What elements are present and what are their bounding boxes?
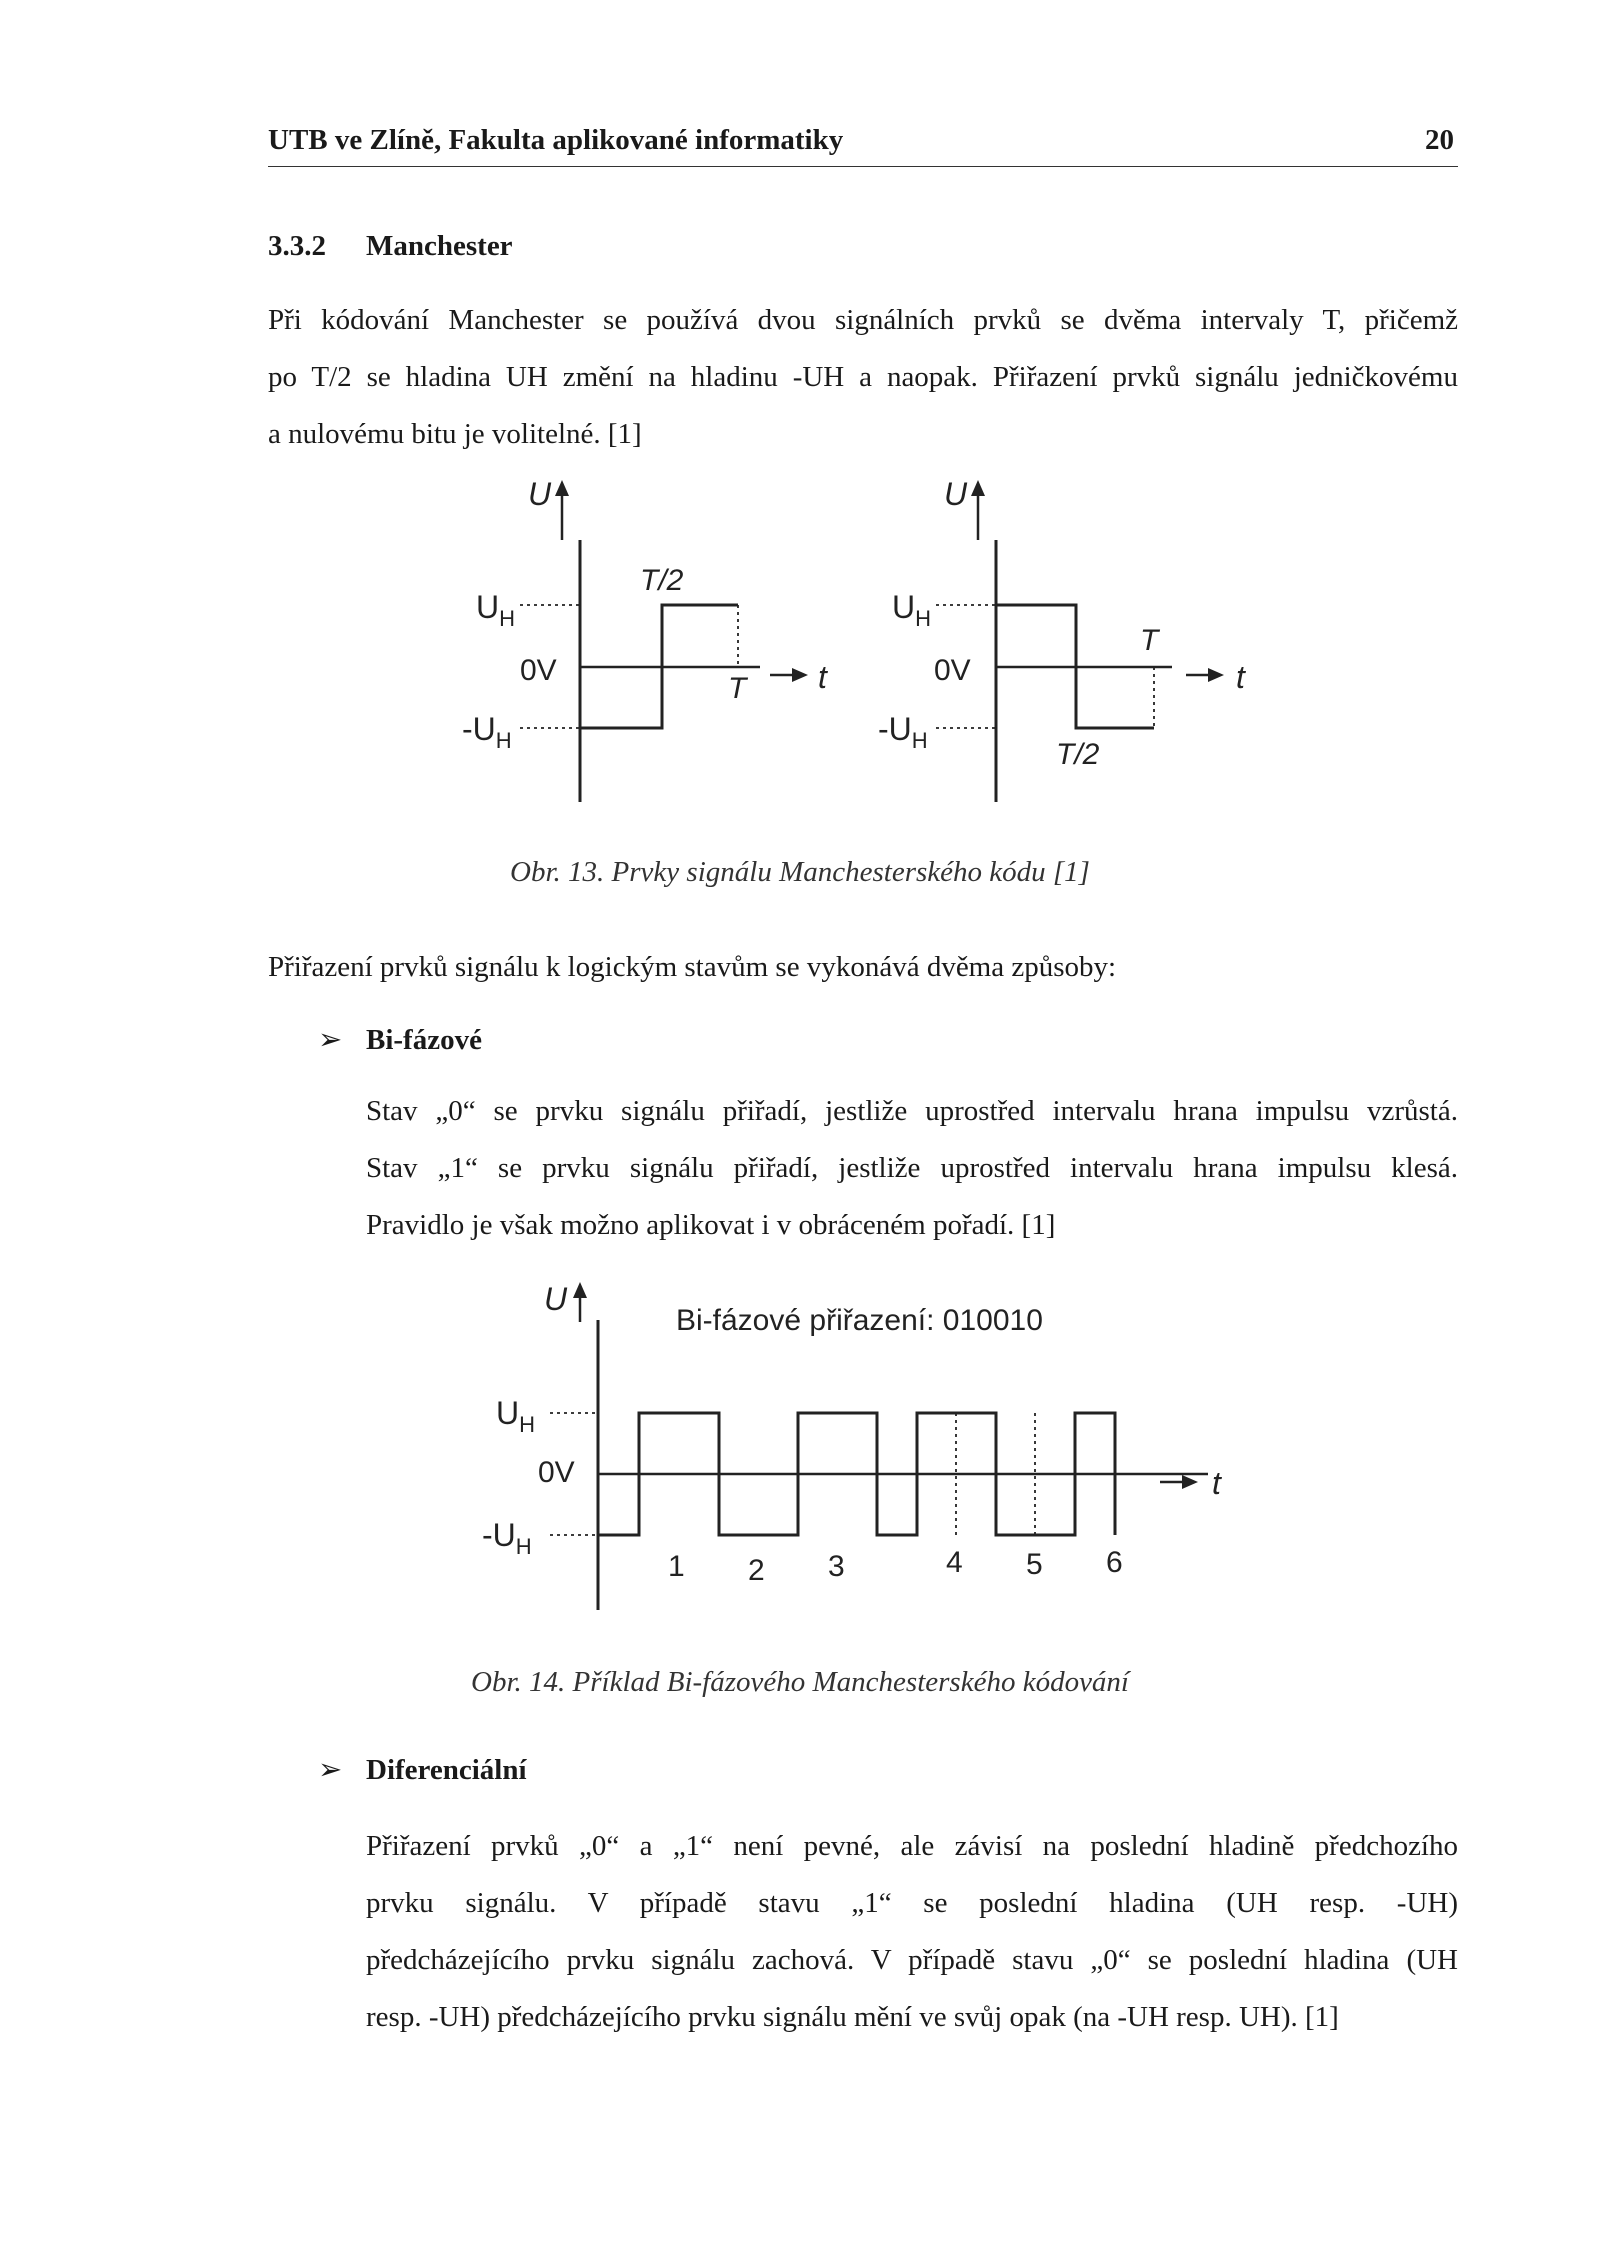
differential-line: Přiřazení prvků „0“ a „1“ není pevné, ale závisí na poslední hladině předchozího (366, 1830, 1458, 1862)
page-header (268, 122, 1458, 167)
bullet-title: Diferenciální (366, 1754, 527, 1786)
bi-phase-line: Stav „1“ se prvku signálu přiřadí, jestliže uprostřed intervalu hrana impulsu klesá. (366, 1152, 1458, 1184)
u-axis-label: U (544, 1281, 568, 1317)
differential-line: prvku signálu. V případě stavu „1“ se poslední hladina (UH resp. -UH) (366, 1887, 1458, 1919)
t-period-label: T (728, 672, 747, 705)
t-arrow-head (1208, 668, 1224, 682)
neg-uh-label: $-U_H$ (878, 711, 928, 753)
neg-uh-label: $-U_H$ (482, 1517, 532, 1559)
t-axis-label: t (818, 659, 827, 695)
bit-number-label: 2 (748, 1554, 765, 1587)
t-axis-label: t (1236, 659, 1245, 695)
bi-phase-paragraph (366, 1083, 1458, 1254)
t-half-label: T/2 (640, 564, 684, 597)
bi-phase-line: Stav „0“ se prvku signálu přiřadí, jestliže uprostřed intervalu hrana impulsu vzrůstá. (366, 1095, 1458, 1127)
u-arrow-head (573, 1282, 587, 1298)
bullet-differential (318, 1752, 527, 1787)
bit-number-label: 3 (828, 1550, 845, 1583)
assignment-intro-text: Přiřazení prvků signálu k logickým stavům se vykonává dvěma způsoby: (268, 951, 1117, 983)
manchester-element-rising (520, 490, 798, 802)
figure-14-caption: Obr. 14. Příklad Bi-fázového Manchesterského kódování (471, 1666, 1129, 1698)
uh-label: $U_H$ (476, 589, 515, 631)
bullet-arrow-icon: ➢ (318, 1024, 343, 1056)
differential-paragraph (366, 1818, 1458, 2046)
u-arrow-head (971, 480, 985, 496)
differential-line: resp. -UH) předcházejícího prvku signálu mění ve svůj opak (na -UH resp. UH). [1] (366, 2001, 1339, 2033)
neg-uh-label: $-U_H$ (462, 711, 512, 753)
bullet-bi-phase (318, 1022, 482, 1057)
t-axis-label: t (1212, 1465, 1221, 1501)
intro-paragraph (268, 292, 1458, 463)
u-arrow-head (555, 480, 569, 496)
uh-label: $U_H$ (892, 589, 931, 631)
differential-line: předcházejícího prvku signálu zachová. V případě stavu „0“ se poslední hladina (UH (366, 1944, 1458, 1976)
intro-line: po T/2 se hladina UH změní na hladinu -UH a naopak. Přiřazení prvků signálu jedničkovému (268, 361, 1458, 393)
bit-number-label: 4 (946, 1546, 963, 1579)
uh-label: $U_H$ (496, 1395, 535, 1437)
header-title: UTB ve Zlíně, Fakulta aplikované informatiky (268, 124, 844, 156)
bit-number-label: 5 (1026, 1548, 1043, 1581)
t-arrow-head (792, 668, 808, 682)
figure-13-caption: Obr. 13. Prvky signálu Manchesterského kódu [1] (510, 856, 1090, 888)
bullet-arrow-icon: ➢ (318, 1754, 343, 1786)
zero-volt-label: 0V (520, 654, 557, 687)
section-number: 3.3.2 (268, 230, 326, 262)
bit-number-label: 1 (668, 1550, 685, 1583)
section-heading (268, 230, 513, 263)
bullet-title: Bi-fázové (366, 1024, 482, 1056)
zero-volt-label: 0V (538, 1456, 575, 1489)
t-period-label: T (1140, 624, 1159, 657)
t-half-label: T/2 (1056, 738, 1100, 771)
u-axis-label: U (944, 476, 968, 512)
intro-line: a nulovému bitu je volitelné. [1] (268, 418, 642, 450)
intro-line: Při kódování Manchester se používá dvou signálních prvků se dvěma intervaly T, přičemž (268, 304, 1458, 336)
zero-volt-label: 0V (934, 654, 971, 687)
u-axis-label: U (528, 476, 552, 512)
bit-number-label: 6 (1106, 1546, 1123, 1579)
figure-13-diagram (440, 470, 1280, 830)
assignment-intro (268, 939, 1458, 996)
bi-phase-line: Pravidlo je však možno aplikovat i v obráceném pořadí. [1] (366, 1209, 1056, 1241)
section-title: Manchester (366, 230, 513, 262)
figure-14-title: Bi-fázové přiřazení: 010010 (676, 1304, 1043, 1337)
t-arrow-head (1182, 1475, 1198, 1489)
figure-14-diagram (460, 1280, 1260, 1620)
page-number: 20 (1425, 124, 1454, 156)
